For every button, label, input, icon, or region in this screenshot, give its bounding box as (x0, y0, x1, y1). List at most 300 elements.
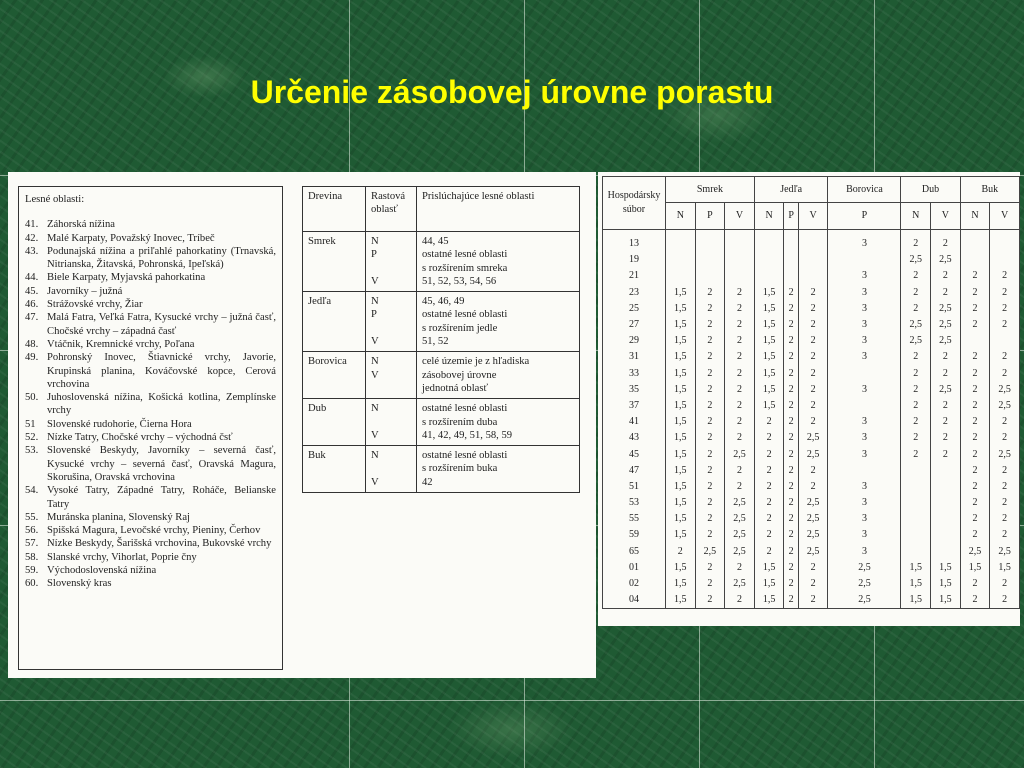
stock-value: 2 (960, 592, 990, 609)
forest-region-number: 45. (25, 285, 39, 297)
forest-areas-line: s rozšírením jedle (422, 322, 498, 334)
growth-zone: V (371, 429, 379, 441)
tree-zone-row (303, 352, 580, 399)
stock-value: 2 (784, 301, 798, 317)
stock-value: 2 (990, 479, 1020, 495)
stock-value: 2 (798, 382, 828, 398)
stock-value: 3 (828, 446, 901, 462)
stock-row (603, 301, 1020, 317)
stock-value: 2 (695, 366, 725, 382)
zone-subheader: V (931, 203, 961, 230)
stock-value: 3 (828, 301, 901, 317)
stock-value: 1,5 (666, 317, 696, 333)
stock-value: 2,5 (990, 446, 1020, 462)
stock-value: 2 (901, 382, 931, 398)
forest-region-name: Malé Karpaty, Považský Inovec, Tríbeč (47, 232, 215, 244)
stock-value: 2 (784, 366, 798, 382)
stock-value: 2 (784, 430, 798, 446)
forest-region-number: 57. (25, 538, 39, 550)
stock-value: 1,5 (666, 301, 696, 317)
stock-value: 2 (754, 414, 784, 430)
stock-value: 2 (960, 317, 990, 333)
stock-value: 2 (754, 463, 784, 479)
stock-value: 2 (901, 349, 931, 365)
stock-value: 1,5 (666, 430, 696, 446)
forest-region-item (25, 484, 276, 511)
tree-name: Dub (303, 399, 366, 446)
stock-value: 2 (798, 366, 828, 382)
forest-areas-line: ostatné lesné oblasti (422, 403, 508, 415)
zone-subheader: N (666, 203, 696, 230)
stock-value: 2 (784, 414, 798, 430)
stock-value: 2 (960, 382, 990, 398)
stock-value: 2 (695, 527, 725, 543)
stock-value (901, 479, 931, 495)
stock-value: 2 (931, 285, 961, 301)
forest-areas-line: jednotná oblasť (422, 382, 489, 394)
stock-value: 2 (931, 446, 961, 462)
stock-value: 2 (784, 495, 798, 511)
growth-zone: P (371, 309, 377, 321)
stock-value (666, 268, 696, 284)
stock-value (784, 252, 798, 268)
stock-level-table (602, 176, 1020, 609)
forest-regions-items (25, 218, 276, 590)
management-set-code: 33 (603, 366, 666, 382)
stock-value: 2 (960, 446, 990, 462)
zone-subheader: V (725, 203, 755, 230)
management-set-code: 55 (603, 511, 666, 527)
stock-value: 3 (828, 511, 901, 527)
stock-row (603, 230, 1020, 253)
stock-value (725, 252, 755, 268)
forest-areas-cell (417, 399, 580, 446)
stock-value: 2 (931, 268, 961, 284)
species-header: Buk (960, 177, 1019, 203)
management-set-code: 13 (603, 230, 666, 253)
stock-value: 2 (784, 285, 798, 301)
stock-value: 1,5 (931, 560, 961, 576)
stock-value: 2 (960, 576, 990, 592)
management-set-code: 65 (603, 544, 666, 560)
forest-region-name: Javorníky – južná (47, 285, 123, 297)
stock-value: 2 (931, 430, 961, 446)
stock-value (960, 230, 990, 253)
stock-value: 2 (990, 592, 1020, 609)
stock-value: 2 (725, 349, 755, 365)
management-set-header: Hospodársky súbor (603, 177, 666, 230)
stock-value: 2 (695, 414, 725, 430)
stock-value: 2 (695, 511, 725, 527)
forest-region-name: Slovenský kras (47, 578, 112, 590)
stock-value (828, 252, 901, 268)
stock-value: 2 (725, 333, 755, 349)
forest-region-number: 54. (25, 485, 39, 497)
stock-value: 3 (828, 382, 901, 398)
stock-value (931, 495, 961, 511)
stock-value: 3 (828, 268, 901, 284)
stock-value: 2 (725, 592, 755, 609)
stock-value: 2 (754, 495, 784, 511)
stock-value: 2 (798, 349, 828, 365)
stock-value: 3 (828, 285, 901, 301)
stock-value: 3 (828, 317, 901, 333)
management-set-code: 59 (603, 527, 666, 543)
zone-subheader: N (754, 203, 784, 230)
growth-zone (371, 382, 411, 395)
stock-value: 2 (725, 479, 755, 495)
stock-row (603, 268, 1020, 284)
stock-value: 2,5 (990, 544, 1020, 560)
stock-value: 2 (798, 463, 828, 479)
stock-value: 2 (754, 511, 784, 527)
stock-value: 2 (784, 382, 798, 398)
stock-value: 2 (695, 446, 725, 462)
forest-region-number: 47. (25, 312, 39, 324)
stock-value: 2 (784, 333, 798, 349)
species-header: Borovica (828, 177, 901, 203)
stock-value: 2 (725, 382, 755, 398)
management-set-code: 27 (603, 317, 666, 333)
tree-zone-row (303, 292, 580, 352)
stock-value: 2 (725, 398, 755, 414)
stock-value: 1,5 (666, 446, 696, 462)
stock-value: 1,5 (666, 511, 696, 527)
stock-value: 2 (695, 495, 725, 511)
stock-value: 2 (931, 366, 961, 382)
stock-value: 1,5 (754, 317, 784, 333)
stock-value: 2 (901, 414, 931, 430)
forest-region-number: 53. (25, 445, 39, 457)
stock-value: 2,5 (931, 333, 961, 349)
stock-row (603, 576, 1020, 592)
growth-zone-cell (366, 352, 417, 399)
forest-areas-line: 51, 52, 53, 54, 56 (422, 275, 497, 287)
stock-value: 2 (725, 285, 755, 301)
stock-value: 2 (784, 398, 798, 414)
stock-value: 2 (960, 268, 990, 284)
forest-regions-scan (8, 172, 596, 678)
stock-value: 2 (990, 349, 1020, 365)
stock-value: 2 (798, 317, 828, 333)
stock-value: 2 (901, 446, 931, 462)
forest-region-name: Vtáčnik, Kremnické vrchy, Poľana (47, 338, 195, 350)
stock-value: 2 (725, 560, 755, 576)
stock-value: 2,5 (725, 446, 755, 462)
species-header: Smrek (666, 177, 755, 203)
forest-region-item (25, 271, 276, 284)
forest-region-number: 51 (25, 418, 36, 430)
stock-value: 2,5 (990, 398, 1020, 414)
forest-region-name: Záhorská nížina (47, 219, 115, 231)
stock-value: 2,5 (798, 446, 828, 462)
stock-value: 1,5 (666, 414, 696, 430)
stock-value: 2 (901, 366, 931, 382)
forest-region-number: 48. (25, 338, 39, 350)
stock-value: 2 (990, 430, 1020, 446)
forest-areas-cell (417, 292, 580, 352)
growth-zone: V (371, 369, 379, 381)
stock-value: 1,5 (666, 349, 696, 365)
forest-region-item (25, 311, 276, 338)
stock-zone-header-row (603, 203, 1020, 230)
stock-value: 2 (901, 301, 931, 317)
stock-value: 2 (960, 301, 990, 317)
stock-value: 2,5 (695, 544, 725, 560)
stock-value (990, 252, 1020, 268)
growth-zone: N (371, 236, 379, 247)
forest-areas-line: 42 (422, 476, 433, 488)
forest-region-name: Podunajská nížina a priľahlé pahorkatiny (Trnavská, Nitrianska, Žitavská, Pohronská, Ipeľská) (47, 245, 276, 271)
management-set-code: 02 (603, 576, 666, 592)
forest-areas-line: s rozšírením duba (422, 416, 498, 428)
stock-value: 1,5 (754, 349, 784, 365)
stock-row (603, 479, 1020, 495)
stock-value: 2,5 (901, 317, 931, 333)
forest-areas-cell (417, 352, 580, 399)
forest-region-item (25, 551, 276, 564)
stock-row (603, 382, 1020, 398)
stock-value: 2,5 (725, 527, 755, 543)
stock-value: 1,5 (666, 479, 696, 495)
stock-value: 2,5 (725, 511, 755, 527)
stock-value (828, 398, 901, 414)
stock-value: 1,5 (666, 495, 696, 511)
stock-value: 2,5 (798, 495, 828, 511)
stock-row (603, 446, 1020, 462)
stock-value: 2 (931, 398, 961, 414)
stock-value: 1,5 (754, 333, 784, 349)
stock-value: 2 (695, 430, 725, 446)
stock-value: 1,5 (754, 366, 784, 382)
stock-value: 2 (666, 544, 696, 560)
stock-value (931, 511, 961, 527)
stock-species-header-row (603, 177, 1020, 203)
forest-region-number: 59. (25, 565, 39, 577)
stock-value: 2 (798, 398, 828, 414)
stock-row (603, 414, 1020, 430)
forest-areas-line: ostatné lesné oblasti (422, 249, 508, 261)
stock-value: 2 (798, 285, 828, 301)
stock-value: 1,5 (666, 463, 696, 479)
forest-region-name: Biele Karpaty, Myjavská pahorkatina (47, 272, 206, 284)
stock-value: 3 (828, 544, 901, 560)
stock-value: 2,5 (725, 576, 755, 592)
forest-areas-line: zásobovej úrovne (422, 369, 497, 381)
slide-title: Určenie zásobovej úrovne porastu (250, 74, 774, 110)
forest-areas-line: s rozšírením buka (422, 463, 498, 475)
stock-value: 2 (990, 527, 1020, 543)
growth-zone: N (371, 450, 379, 462)
stock-value (798, 230, 828, 253)
stock-row (603, 430, 1020, 446)
growth-zone: P (371, 249, 377, 261)
stock-value (931, 544, 961, 560)
forest-region-item (25, 338, 276, 351)
stock-value (798, 268, 828, 284)
forest-areas-cell (417, 232, 580, 292)
stock-value: 2 (784, 446, 798, 462)
growth-zone: N (371, 403, 379, 415)
stock-value (901, 527, 931, 543)
stock-value: 1,5 (666, 398, 696, 414)
stock-value: 2 (798, 479, 828, 495)
stock-value: 2 (990, 576, 1020, 592)
stock-value: 2 (990, 366, 1020, 382)
stock-value (931, 463, 961, 479)
tree-zone-body (303, 232, 580, 493)
forest-region-number: 46. (25, 299, 39, 311)
stock-value: 2 (960, 366, 990, 382)
stock-value: 2 (901, 398, 931, 414)
forest-region-item (25, 232, 276, 245)
stock-value: 2 (695, 398, 725, 414)
forest-region-item (25, 444, 276, 484)
stock-value: 2,5 (828, 592, 901, 609)
stock-value (725, 268, 755, 284)
tree-zone-row (303, 399, 580, 446)
forest-areas-line: ostatné lesné oblasti (422, 309, 508, 321)
stock-value: 2 (695, 349, 725, 365)
forest-areas-line: celé územie je z hľadiska (422, 356, 530, 368)
stock-value: 2,5 (798, 430, 828, 446)
forest-region-number: 43. (25, 245, 39, 257)
forest-areas-line: s rozšírením smreka (422, 262, 508, 274)
management-set-code: 41 (603, 414, 666, 430)
growth-zone (371, 462, 411, 475)
stock-value: 2 (725, 463, 755, 479)
stock-value: 2 (901, 230, 931, 253)
management-set-code: 04 (603, 592, 666, 609)
stock-value: 2 (798, 592, 828, 609)
stock-value: 1,5 (666, 333, 696, 349)
management-set-code: 01 (603, 560, 666, 576)
stock-value: 2 (754, 527, 784, 543)
forest-region-number: 41. (25, 219, 39, 231)
stock-value (901, 495, 931, 511)
tree-name: Smrek (303, 232, 366, 292)
stock-value (901, 544, 931, 560)
forest-areas-line: 51, 52 (422, 336, 449, 348)
stock-value: 2 (990, 301, 1020, 317)
management-set-code: 37 (603, 398, 666, 414)
forest-region-name: Slovenské Beskydy, Javorníky – severná časť, Kysucké vrchy – severná časť, Oravská Magura, Skorušina, Oravská vrchovina (47, 445, 276, 483)
stock-value: 2 (931, 349, 961, 365)
stock-row (603, 398, 1020, 414)
zone-subheader: P (784, 203, 798, 230)
stock-value: 2 (990, 414, 1020, 430)
management-set-code: 45 (603, 446, 666, 462)
growth-zone: V (371, 476, 379, 488)
stock-row (603, 592, 1020, 609)
forest-region-name: Strážovské vrchy, Žiar (47, 299, 143, 311)
management-set-code: 35 (603, 382, 666, 398)
forest-region-item (25, 298, 276, 311)
stock-value: 2 (784, 576, 798, 592)
stock-row (603, 560, 1020, 576)
stock-value: 2 (960, 495, 990, 511)
stock-value: 2,5 (960, 544, 990, 560)
stock-row (603, 252, 1020, 268)
species-header: Jedľa (754, 177, 828, 203)
stock-value: 1,5 (754, 592, 784, 609)
stock-value: 1,5 (666, 592, 696, 609)
stock-value: 2 (784, 527, 798, 543)
forest-region-name: Muránska planina, Slovenský Raj (47, 511, 190, 523)
tree-zone-header: Drevina (303, 187, 366, 232)
stock-value: 2,5 (931, 252, 961, 268)
stock-value: 2,5 (725, 544, 755, 560)
stock-value: 2,5 (828, 560, 901, 576)
stock-value (960, 252, 990, 268)
stock-value: 2 (960, 398, 990, 414)
stock-value: 3 (828, 333, 901, 349)
stock-value: 2 (754, 544, 784, 560)
stock-value: 2 (960, 463, 990, 479)
tree-zone-header-row (303, 187, 580, 232)
stock-value: 2 (754, 479, 784, 495)
forest-region-item (25, 511, 276, 524)
forest-region-number: 42. (25, 232, 39, 244)
forest-region-name: Nízke Beskydy, Šarišská vrchovina, Bukovské vrchy (47, 538, 272, 550)
forest-region-item (25, 564, 276, 577)
stock-value (798, 252, 828, 268)
forest-region-name: Slovenské rudohorie, Čierna Hora (47, 418, 192, 430)
stock-value: 2 (695, 463, 725, 479)
stock-value: 2,5 (828, 576, 901, 592)
forest-areas-line: 45, 46, 49 (422, 296, 465, 308)
stock-value: 2 (990, 463, 1020, 479)
stock-value: 2 (784, 544, 798, 560)
forest-region-item (25, 418, 276, 431)
stock-value: 3 (828, 230, 901, 253)
stock-row (603, 333, 1020, 349)
stock-value: 2 (725, 430, 755, 446)
stock-row (603, 463, 1020, 479)
stock-value: 2 (798, 333, 828, 349)
stock-value: 2 (798, 414, 828, 430)
stock-value: 3 (828, 414, 901, 430)
stock-value: 2,5 (931, 382, 961, 398)
stock-value: 3 (828, 495, 901, 511)
stock-value: 2 (695, 301, 725, 317)
stock-value: 2,5 (931, 317, 961, 333)
management-set-code: 47 (603, 463, 666, 479)
stock-value (931, 479, 961, 495)
forest-regions-list (18, 186, 283, 670)
forest-areas-line: ostatné lesné oblasti (422, 450, 508, 462)
growth-zone-cell (366, 399, 417, 446)
forest-region-name: Spišská Magura, Levočské vrchy, Pieniny, Čerhov (47, 525, 261, 537)
forest-areas-line: 44, 45 (422, 236, 449, 247)
management-set-code: 43 (603, 430, 666, 446)
stock-value (754, 268, 784, 284)
stock-value (960, 333, 990, 349)
stock-value: 2 (784, 349, 798, 365)
management-set-code: 21 (603, 268, 666, 284)
stock-value (901, 463, 931, 479)
tree-zone-row (303, 232, 580, 292)
stock-value (695, 268, 725, 284)
stock-value: 2,5 (931, 301, 961, 317)
stock-value: 3 (828, 479, 901, 495)
forest-region-number: 50. (25, 392, 39, 404)
tree-name: Jedľa (303, 292, 366, 352)
stock-value: 2 (695, 560, 725, 576)
stock-value: 2 (725, 301, 755, 317)
stock-value: 2,5 (990, 382, 1020, 398)
stock-value: 2 (784, 592, 798, 609)
